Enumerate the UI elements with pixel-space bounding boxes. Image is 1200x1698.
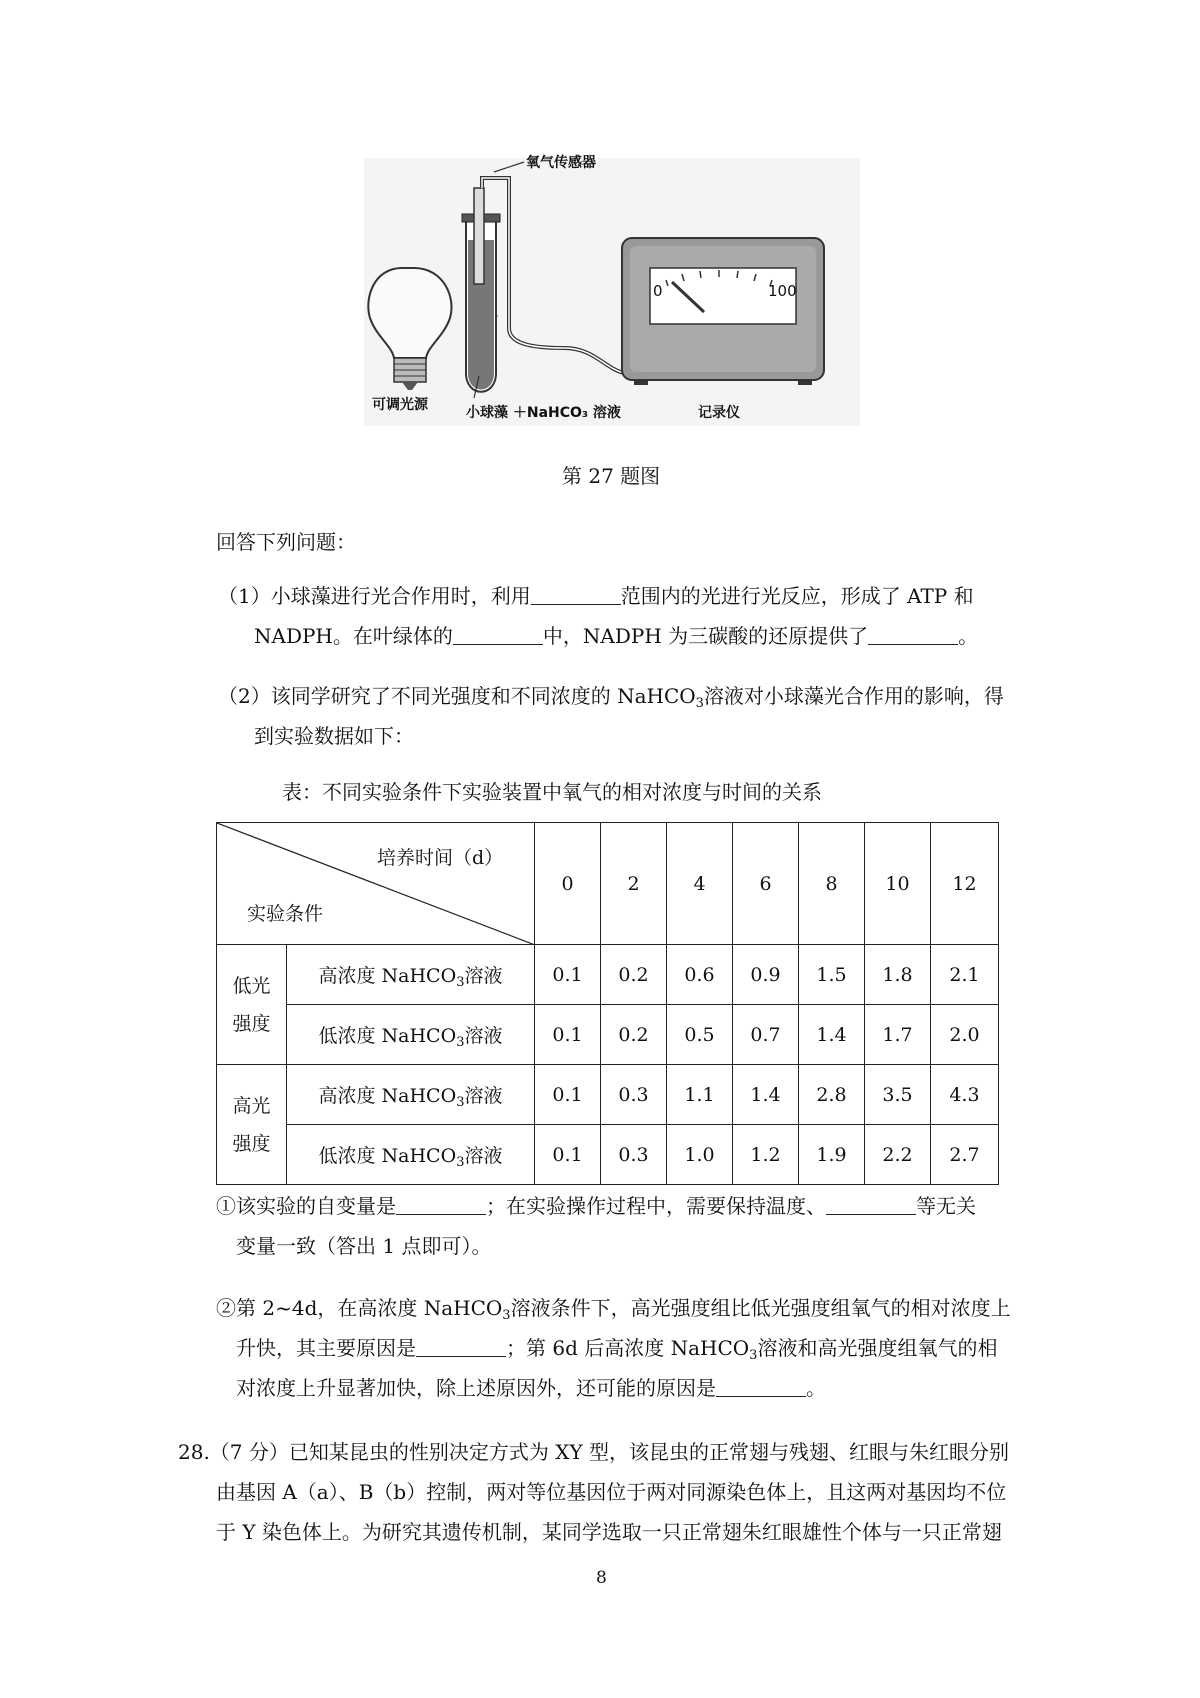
value-cell: 2.0 [931,1005,999,1065]
scale-max-label: 100 [768,282,797,300]
figure-caption: 第 27 题图 [562,464,661,488]
day-header: 4 [667,823,733,945]
table-row [217,1125,999,1185]
table-row [217,1005,999,1065]
sub1-line2: 变量一致（答出 1 点即可）。 [236,1234,492,1258]
scale-min-label: 0 [653,282,663,300]
table-row [217,945,999,1005]
day-header: 6 [733,823,799,945]
blank[interactable] [868,626,958,645]
value-cell: 0.3 [601,1065,667,1125]
recorder-box [622,238,824,385]
header-condition: 实验条件 [247,903,324,925]
blank[interactable] [826,1196,916,1215]
page-number: 8 [596,1568,607,1588]
value-cell: 0.1 [535,945,601,1005]
sensor-label: 氧气传感器 [526,155,596,171]
value-cell: 1.7 [865,1005,931,1065]
q1-line1: （1）小球藻进行光合作用时，利用 范围内的光进行光反应，形成了 ATP 和 [218,584,974,608]
value-cell: 0.2 [601,1005,667,1065]
apparatus-figure [364,155,860,426]
value-cell: 2.8 [799,1065,865,1125]
table-caption: 表：不同实验条件下实验装置中氧气的相对浓度与时间的关系 [282,780,822,804]
blank[interactable] [416,1338,506,1357]
condition-cell: 高浓度 NaHCO$_3$溶液 [287,1065,535,1125]
value-cell: 0.9 [733,945,799,1005]
table-row [217,1065,999,1125]
value-cell: 0.6 [667,945,733,1005]
blank[interactable] [531,586,621,605]
value-cell: 1.2 [733,1125,799,1185]
q2-line2: 到实验数据如下： [254,724,414,748]
sub1-line1: ①该实验的自变量是 ；在实验操作过程中，需要保持温度、 等无关 [216,1194,976,1218]
intro-text: 回答下列问题： [216,530,356,554]
value-cell: 2.2 [865,1125,931,1185]
value-cell: 0.2 [601,945,667,1005]
day-header: 2 [601,823,667,945]
blank[interactable] [396,1196,486,1215]
blank[interactable] [716,1378,806,1397]
day-header: 0 [535,823,601,945]
q28-line2: 由基因 A（a）、B（b）控制，两对等位基因位于两对同源染色体上，且这两对基因均不位 [216,1480,1007,1504]
q28-line3: 于 Y 染色体上。为研究其遗传机制，某同学选取一只正常翅朱红眼雄性个体与一只正常翅 [216,1520,1002,1544]
light-bulb-icon [368,268,451,390]
recorder-label: 记录仪 [698,405,740,421]
value-cell: 1.4 [733,1065,799,1125]
q1-line2: NADPH。在叶绿体的 中，NADPH 为三碳酸的还原提供了 。 [254,624,979,648]
value-cell: 0.1 [535,1065,601,1125]
day-header: 10 [865,823,931,945]
q28-line1: 28.（7 分）已知某昆虫的性别决定方式为 XY 型，该昆虫的正常翅与残翅、红眼与朱红眼分别 [178,1440,1010,1464]
value-cell: 1.1 [667,1065,733,1125]
tube-label: 小球藻 ＋NaHCO₃ 溶液 [466,405,621,421]
value-cell: 0.1 [535,1005,601,1065]
q2-line1: （2）该同学研究了不同光强度和不同浓度的 NaHCO$_3$溶液对小球藻光合作用的影响，得 [218,684,1004,711]
sub2-line1: ②第 2~4d，在高浓度 NaHCO$_3$溶液条件下，高光强度组比低光强度组氧气的相对浓度上 [216,1296,1011,1323]
condition-cell: 低浓度 NaHCO$_3$溶液 [287,1005,535,1065]
sensor-cable [482,178,624,373]
group-label: 高光强度 [217,1065,287,1185]
value-cell: 1.4 [799,1005,865,1065]
header-time: 培养时间（d） [377,847,504,869]
value-cell: 0.1 [535,1125,601,1185]
value-cell: 4.3 [931,1065,999,1125]
group-label: 低光强度 [217,945,287,1065]
light-label: 可调光源 [372,397,428,413]
blank[interactable] [453,626,543,645]
test-tube-icon [462,188,500,392]
oxygen-table [216,822,999,1185]
day-header: 8 [799,823,865,945]
value-cell: 1.0 [667,1125,733,1185]
value-cell: 0.3 [601,1125,667,1185]
condition-cell: 低浓度 NaHCO$_3$溶液 [287,1125,535,1185]
day-header: 12 [931,823,999,945]
condition-cell: 高浓度 NaHCO$_3$溶液 [287,945,535,1005]
value-cell: 2.1 [931,945,999,1005]
value-cell: 3.5 [865,1065,931,1125]
header-diagonal-cell [217,823,535,945]
sub2-line3: 对浓度上升显著加快，除上述原因外，还可能的原因是 。 [236,1376,826,1400]
value-cell: 0.5 [667,1005,733,1065]
value-cell: 1.8 [865,945,931,1005]
sub2-line2: 升快，其主要原因是 ；第 6d 后高浓度 NaHCO$_3$溶液和高光强度组氧气的相 [236,1336,998,1363]
value-cell: 1.5 [799,945,865,1005]
value-cell: 0.7 [733,1005,799,1065]
value-cell: 2.7 [931,1125,999,1185]
value-cell: 1.9 [799,1125,865,1185]
